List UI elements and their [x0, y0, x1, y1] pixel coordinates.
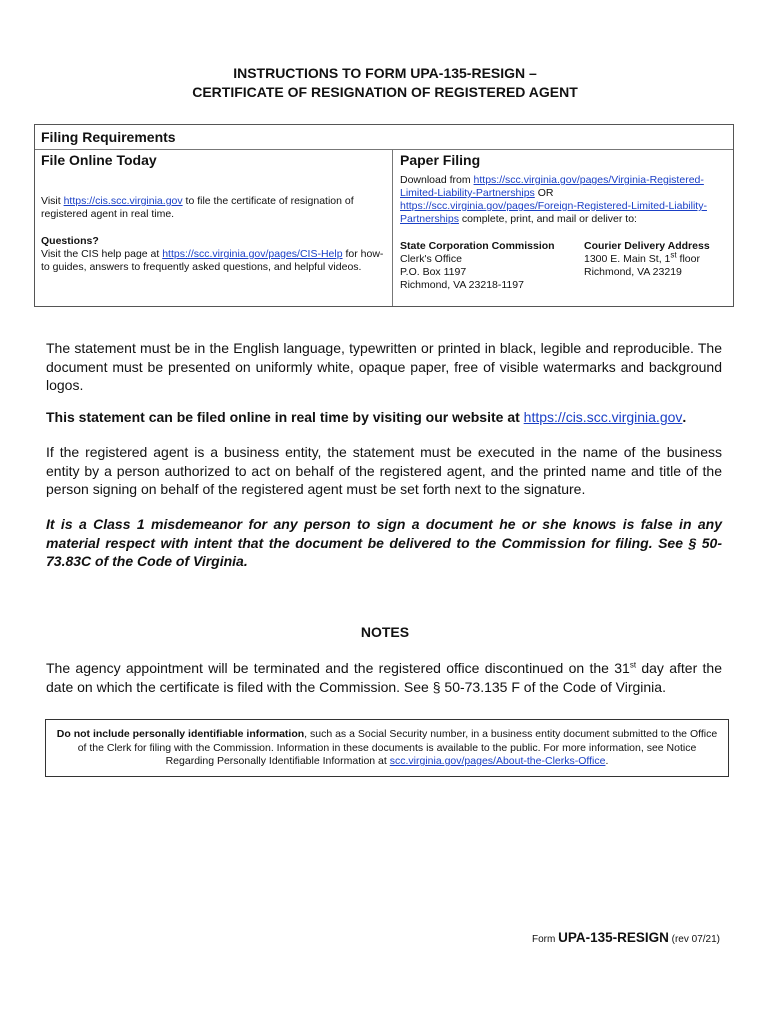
column-divider [392, 149, 393, 306]
title-line-1: INSTRUCTIONS TO FORM UPA-135-RESIGN – [233, 65, 537, 81]
form-footer [532, 930, 720, 945]
scc-mailing-address [400, 240, 580, 292]
online-visit-prefix: Visit [41, 195, 64, 207]
title-line-2: CERTIFICATE OF RESIGNATION OF REGISTERED AGENT [192, 84, 578, 100]
paper-download-text [400, 174, 730, 226]
filing-requirements-table [34, 124, 734, 307]
pii-bold: Do not include personally identifiable information [56, 728, 305, 740]
clerks-office-link[interactable]: scc.virginia.gov/pages/About-the-Clerks-Office [389, 755, 606, 767]
questions-label: Questions? [41, 235, 99, 247]
pii-notice-text [54, 728, 720, 769]
courier-name: Courier Delivery Address [584, 240, 710, 252]
footer-form-code: UPA-135-RESIGN [558, 930, 669, 945]
scc-name: State Corporation Commission [400, 240, 555, 252]
courier-line-2: Richmond, VA 23219 [584, 266, 682, 278]
notes-heading: NOTES [360, 624, 410, 640]
cis-help-link[interactable]: https://scc.virginia.gov/pages/CIS-Help [162, 248, 343, 260]
scc-line-3: Richmond, VA 23218-1197 [400, 279, 524, 291]
language-requirement-paragraph: The statement must be in the English language, typewritten or printed in black, legible and reproducible. The document must be presented on uniformly white, opaque paper, free of visible watermarks and background logos. [46, 340, 722, 393]
online-filing-suffix: . [682, 409, 687, 425]
footer-form-label: Form [531, 934, 559, 945]
help-prefix: Visit the CIS help page at [41, 248, 163, 260]
questions-block [41, 235, 386, 274]
website-link[interactable]: https://cis.scc.virginia.gov [523, 409, 683, 425]
pii-body: , such as a Social Security number, in a business entity document submitted to the Office of the Clerk for filing with the Commission. Information in these documents is available to the public. For more information, see Notice Regarding Personally Identifiable Information at [77, 728, 718, 767]
business-entity-paragraph: If the registered agent is a business entity, the statement must be executed in the name of the business entity by a person authorized to act on behalf of the registered agent, and the printed name and title of the person signing on behalf of the registered agent must be set forth next to the signature. [46, 444, 722, 497]
online-filing-prefix: This statement can be filed online in real time by visiting our website at [46, 409, 524, 425]
filing-requirements-heading: Filing Requirements [41, 129, 176, 145]
scc-line-2: P.O. Box 1197 [400, 266, 467, 278]
online-visit-suffix: to file the certificate of resignation of registered agent in real time. [41, 195, 354, 220]
footer-revision: (rev 07/21) [668, 934, 720, 945]
paper-filing-heading: Paper Filing [400, 152, 481, 168]
help-suffix: for how-to guides, answers to frequently asked questions, and helpful videos. [41, 248, 384, 273]
pii-notice-box [45, 719, 729, 777]
courier-line-1-sup: st [670, 250, 677, 260]
courier-address [584, 240, 734, 279]
courier-line-1a: 1300 E. Main St, 1 [584, 253, 671, 265]
virginia-llp-link[interactable]: https://scc.virginia.gov/pages/Virginia-Registered-Limited-Liability-Partnerships [400, 174, 704, 199]
online-filing-paragraph [46, 408, 722, 427]
courier-line-1b: floor [676, 253, 700, 265]
download-prefix: Download from [400, 174, 474, 186]
file-online-heading: File Online Today [41, 152, 157, 168]
notes-sup: st [629, 660, 637, 670]
foreign-llp-link[interactable]: https://scc.virginia.gov/pages/Foreign-Registered-Limited-Liability-Partnerships [400, 200, 707, 225]
online-visit-text [41, 195, 386, 221]
notes-paragraph [46, 659, 722, 696]
download-suffix: complete, print, and mail or deliver to: [458, 213, 637, 225]
or-text: OR [534, 187, 554, 199]
notes-text-b: day after the date on which the certificate is filed with the Commission. See § 50-73.135 F of the Code of Virginia. [46, 660, 722, 695]
cis-link[interactable]: https://cis.scc.virginia.gov [63, 195, 183, 207]
table-divider [35, 149, 733, 150]
notes-text-a: The agency appointment will be terminated and the registered office discontinued on the 31 [46, 660, 630, 676]
pii-end: . [605, 755, 609, 767]
scc-line-1: Clerk's Office [400, 253, 462, 265]
misdemeanor-warning: It is a Class 1 misdemeanor for any person to sign a document he or she knows is false in any material respect with intent that the document be delivered to the Commission for filing. See § 50-73.83C of the Code of Virginia. [46, 516, 722, 569]
